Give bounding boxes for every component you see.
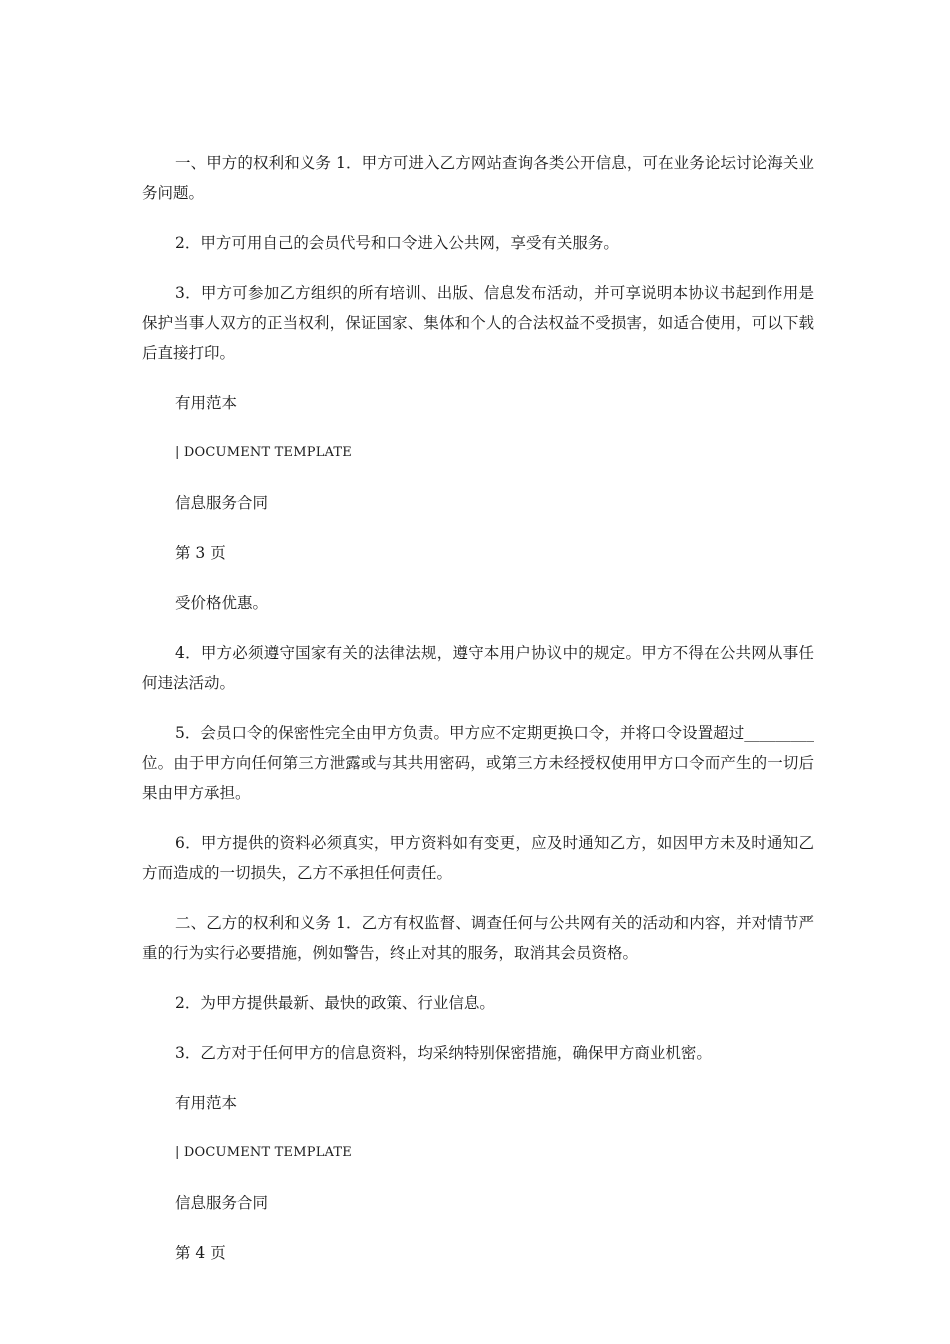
template-label: 有用范本	[175, 394, 238, 412]
paragraph-party-b-rights-2: 2．为甲方提供最新、最快的政策、行业信息。	[175, 994, 495, 1012]
paragraph-party-a-rights-1: 一、甲方的权利和义务 1．甲方可进入乙方网站查询各类公开信息，可在业务论坛讨论海关业务问题。	[142, 154, 814, 202]
paragraph-party-a-rights-5: 5．会员口令的保密性完全由甲方负责。甲方应不定期更换口令，并将口令设置超过_________位。由于甲方向任何第三方泄露或与其共用密码，或第三方未经授权使用甲方口令而产生的一切后果由甲方承担。	[142, 724, 814, 802]
paragraph-continuation: 受价格优惠。	[175, 594, 269, 612]
paragraph-party-b-rights-1: 二、乙方的权利和义务 1．乙方有权监督、调查任何与公共网有关的活动和内容，并对情节严重的行为实行必要措施，例如警告，终止对其的服务，取消其会员资格。	[142, 914, 814, 962]
document-page	[142, 148, 814, 1288]
page-number: 第 3 页	[175, 544, 226, 562]
template-subtitle: | DOCUMENT TEMPLATE	[175, 445, 352, 460]
template-label: 有用范本	[175, 1094, 238, 1112]
document-title: 信息服务合同	[175, 1194, 269, 1212]
template-subtitle: | DOCUMENT TEMPLATE	[175, 1145, 352, 1160]
page-number: 第 4 页	[175, 1244, 226, 1262]
paragraph-party-a-rights-3: 3．甲方可参加乙方组织的所有培训、出版、信息发布活动，并可享说明本协议书起到作用是保护当事人双方的正当权利，保证国家、集体和个人的合法权益不受损害，如适合使用，可以下载后直接打印。	[142, 284, 814, 362]
paragraph-party-a-rights-2: 2．甲方可用自己的会员代号和口令进入公共网，享受有关服务。	[175, 234, 619, 252]
paragraph-party-b-rights-3: 3．乙方对于任何甲方的信息资料，均采纳特别保密措施，确保甲方商业机密。	[175, 1044, 712, 1062]
document-title: 信息服务合同	[175, 494, 269, 512]
paragraph-party-a-rights-4: 4．甲方必须遵守国家有关的法律法规，遵守本用户协议中的规定。甲方不得在公共网从事任何违法活动。	[142, 644, 814, 692]
paragraph-party-a-rights-6: 6．甲方提供的资料必须真实，甲方资料如有变更，应及时通知乙方，如因甲方未及时通知乙方而造成的一切损失，乙方不承担任何责任。	[142, 834, 814, 882]
